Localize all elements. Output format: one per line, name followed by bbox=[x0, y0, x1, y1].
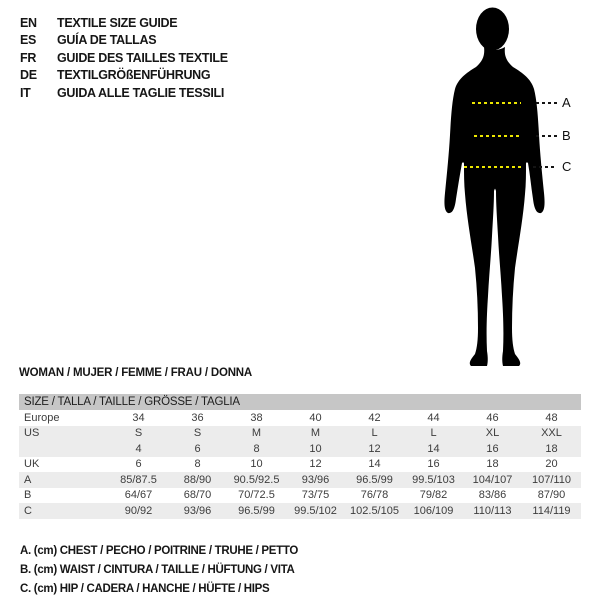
size-cell: 90.5/92.5 bbox=[233, 473, 280, 486]
section-title: WOMAN / MUJER / FEMME / FRAU / DONNA bbox=[19, 367, 253, 379]
size-cell: 106/109 bbox=[413, 504, 454, 517]
size-cell: 42 bbox=[368, 411, 381, 424]
size-cell: 10 bbox=[309, 442, 322, 455]
size-cell: 99.5/102 bbox=[294, 504, 337, 517]
language-row bbox=[20, 14, 228, 32]
size-cell: 79/82 bbox=[419, 489, 448, 502]
language-row bbox=[20, 32, 228, 50]
table-row-uk bbox=[19, 457, 581, 473]
table-row-chest bbox=[19, 472, 581, 488]
waist-line-leader bbox=[536, 135, 559, 137]
size-cell: 16 bbox=[427, 458, 440, 471]
size-cell: L bbox=[371, 427, 378, 440]
size-cell: 8 bbox=[194, 458, 201, 471]
size-cell: 10 bbox=[250, 458, 263, 471]
size-table bbox=[19, 394, 581, 519]
hip-line-leader bbox=[533, 166, 557, 168]
size-cell: 68/70 bbox=[183, 489, 212, 502]
size-cell: 34 bbox=[132, 411, 145, 424]
measurement-legend bbox=[20, 545, 298, 600]
size-cell: M bbox=[251, 427, 262, 440]
legend-chest: A. (cm) CHEST / PECHO / POITRINE / TRUHE / PETTO bbox=[20, 545, 299, 557]
row-label: B bbox=[24, 489, 32, 502]
hip-line-dash bbox=[464, 166, 523, 168]
size-cell: 83/86 bbox=[478, 489, 507, 502]
row-label: C bbox=[24, 504, 32, 517]
size-table-header: SIZE / TALLA / TAILLE / GRÖSSE / TAGLIA bbox=[19, 394, 581, 410]
size-cell: 70/72.5 bbox=[238, 489, 275, 502]
size-cell: 102.5/105 bbox=[350, 504, 399, 517]
size-cell: 107/110 bbox=[532, 473, 571, 486]
size-cell: 46 bbox=[486, 411, 499, 424]
size-cell: 85/87.5 bbox=[120, 473, 157, 486]
size-cell: XL bbox=[485, 427, 500, 440]
legend-hip: C. (cm) HIP / CADERA / HANCHE / HÜFTE / HIPS bbox=[20, 583, 270, 595]
size-cell: 110/113 bbox=[473, 504, 512, 517]
size-cell: 38 bbox=[250, 411, 263, 424]
size-cell: 73/75 bbox=[301, 489, 330, 502]
waist-line-dash bbox=[474, 135, 521, 137]
size-cell: 4 bbox=[135, 442, 142, 455]
guide-title: GUÍA DE TALLAS bbox=[57, 33, 157, 48]
size-cell: 6 bbox=[135, 458, 142, 471]
table-row-waist bbox=[19, 488, 581, 504]
size-cell: 87/90 bbox=[537, 489, 566, 502]
size-cell: 20 bbox=[545, 458, 558, 471]
size-cell: 12 bbox=[309, 458, 322, 471]
size-cell: 44 bbox=[427, 411, 440, 424]
size-cell: M bbox=[310, 427, 321, 440]
language-row bbox=[20, 84, 228, 102]
size-cell: L bbox=[430, 427, 437, 440]
size-cell: 14 bbox=[427, 442, 440, 455]
size-cell: 76/78 bbox=[360, 489, 389, 502]
guide-title: TEXTILE SIZE GUIDE bbox=[57, 15, 178, 30]
size-cell: 90/92 bbox=[124, 504, 153, 517]
size-cell: 96.5/99 bbox=[238, 504, 275, 517]
legend-waist: B. (cm) WAIST / CINTURA / TAILLE / HÜFTUNG / VITA bbox=[20, 564, 295, 576]
row-label: Europe bbox=[24, 411, 60, 424]
guide-title: TEXTILGRÖßENFÜHRUNG bbox=[57, 68, 211, 83]
marker-label-b: B bbox=[562, 128, 571, 143]
size-cell: XXL bbox=[541, 427, 562, 440]
table-row-us-letters bbox=[19, 426, 581, 442]
language-code: ES bbox=[20, 33, 37, 48]
language-code: DE bbox=[20, 68, 37, 83]
size-cell: 104/107 bbox=[472, 473, 513, 486]
size-cell: 6 bbox=[194, 442, 201, 455]
size-cell: S bbox=[193, 427, 202, 440]
table-row-europe bbox=[19, 410, 581, 426]
woman-silhouette-image bbox=[420, 0, 600, 380]
size-cell: 14 bbox=[368, 458, 381, 471]
row-label: UK bbox=[24, 458, 40, 471]
language-row bbox=[20, 49, 228, 67]
size-cell: 8 bbox=[253, 442, 260, 455]
size-cell: 12 bbox=[368, 442, 381, 455]
size-cell: 114/119 bbox=[532, 504, 571, 517]
language-row bbox=[20, 67, 228, 85]
size-cell: 18 bbox=[486, 458, 499, 471]
language-list bbox=[20, 14, 228, 102]
size-cell: 64/67 bbox=[124, 489, 153, 502]
size-cell: 36 bbox=[191, 411, 204, 424]
language-code: FR bbox=[20, 50, 37, 65]
size-cell: 18 bbox=[545, 442, 558, 455]
size-cell: 40 bbox=[309, 411, 322, 424]
size-cell: 48 bbox=[545, 411, 558, 424]
size-cell: 93/96 bbox=[183, 504, 212, 517]
size-cell: 99.5/103 bbox=[412, 473, 455, 486]
table-row-hip bbox=[19, 503, 581, 519]
guide-title: GUIDE DES TAILLES TEXTILE bbox=[57, 50, 228, 65]
row-label: US bbox=[24, 427, 40, 440]
marker-label-c: C bbox=[562, 159, 572, 174]
size-cell: 96.5/99 bbox=[356, 473, 393, 486]
size-cell: 88/90 bbox=[183, 473, 212, 486]
size-cell: S bbox=[134, 427, 143, 440]
guide-title: GUIDA ALLE TAGLIE TESSILI bbox=[57, 85, 225, 100]
language-code: IT bbox=[20, 85, 31, 100]
size-cell: 93/96 bbox=[301, 473, 330, 486]
chest-line-dash bbox=[472, 102, 521, 104]
marker-label-a: A bbox=[562, 95, 571, 110]
size-cell: 16 bbox=[486, 442, 499, 455]
row-label: A bbox=[24, 473, 32, 486]
language-code: EN bbox=[20, 15, 37, 30]
table-row-us-numbers bbox=[19, 441, 581, 457]
chest-line-leader bbox=[536, 102, 559, 104]
